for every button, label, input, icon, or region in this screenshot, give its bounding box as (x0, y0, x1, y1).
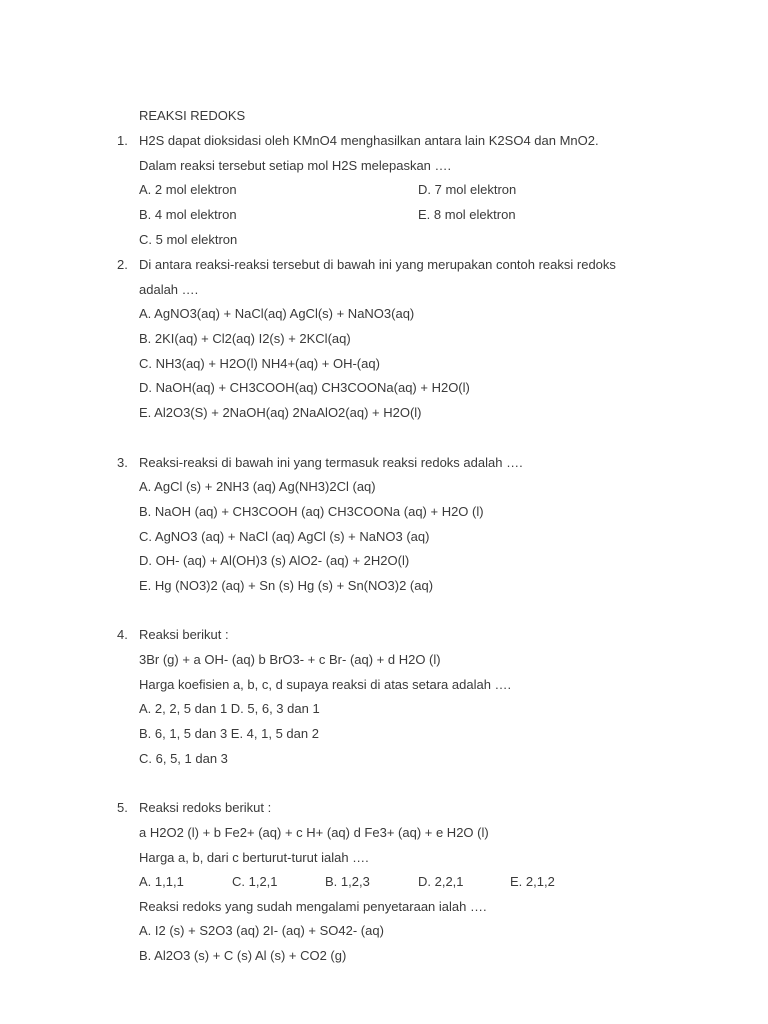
question-4-text-line-2: 3Br (g) + a OH- (aq) b BrO3- + c Br- (aq) + d H2O (l) (139, 652, 441, 667)
question-4-text-line-1: Reaksi berikut : (139, 627, 229, 642)
question-1-number: 1. (117, 133, 128, 148)
question-3-option-c: C. AgNO3 (aq) + NaCl (aq) AgCl (s) + NaNO3 (aq) (139, 529, 430, 544)
question-5-followup-option-a: A. I2 (s) + S2O3 (aq) 2I- (aq) + SO42- (aq) (139, 923, 384, 938)
document-title: REAKSI REDOKS (139, 108, 246, 123)
question-3-option-b: B. NaOH (aq) + CH3COOH (aq) CH3COONa (aq) + H2O (l) (139, 504, 484, 519)
question-2-option-d: D. NaOH(aq) + CH3COOH(aq) CH3COONa(aq) + H2O(l) (139, 380, 470, 395)
question-2-option-a: A. AgNO3(aq) + NaCl(aq) AgCl(s) + NaNO3(aq) (139, 306, 415, 321)
question-1-option-c: C. 5 mol elektron (139, 232, 238, 247)
question-1-option-a: A. 2 mol elektron (139, 182, 237, 197)
question-5-followup-line: Reaksi redoks yang sudah mengalami penyetaraan ialah …. (139, 899, 487, 914)
question-3-option-a: A. AgCl (s) + 2NH3 (aq) Ag(NH3)2Cl (aq) (139, 479, 376, 494)
question-5-number: 5. (117, 800, 128, 815)
question-1-text-line-2: Dalam reaksi tersebut setiap mol H2S melepaskan …. (139, 158, 452, 173)
question-1-text-line-1: H2S dapat dioksidasi oleh KMnO4 menghasilkan antara lain K2SO4 dan MnO2. (139, 133, 599, 148)
question-5-option-b: B. 1,2,3 (325, 874, 370, 889)
question-4-option-row-3: C. 6, 5, 1 dan 3 (139, 751, 228, 766)
question-2-option-c: C. NH3(aq) + H2O(l) NH4+(aq) + OH-(aq) (139, 356, 380, 371)
question-1-option-e: E. 8 mol elektron (418, 207, 516, 222)
question-4-number: 4. (117, 627, 128, 642)
question-4-option-row-1: A. 2, 2, 5 dan 1 D. 5, 6, 3 dan 1 (139, 701, 320, 716)
question-5-option-a: A. 1,1,1 (139, 874, 184, 889)
question-2-number: 2. (117, 257, 128, 272)
question-5-option-d: D. 2,2,1 (418, 874, 464, 889)
question-5-option-e: E. 2,1,2 (510, 874, 555, 889)
question-5-text-line-2: a H2O2 (l) + b Fe2+ (aq) + c H+ (aq) d Fe3+ (aq) + e H2O (l) (139, 825, 489, 840)
question-2-option-b: B. 2KI(aq) + Cl2(aq) I2(s) + 2KCl(aq) (139, 331, 351, 346)
question-2-text-line-1: Di antara reaksi-reaksi tersebut di bawah ini yang merupakan contoh reaksi redoks (139, 257, 616, 272)
question-3-option-e: E. Hg (NO3)2 (aq) + Sn (s) Hg (s) + Sn(NO3)2 (aq) (139, 578, 434, 593)
question-4-text-line-3: Harga koefisien a, b, c, d supaya reaksi di atas setara adalah …. (139, 677, 512, 692)
question-4-option-row-2: B. 6, 1, 5 dan 3 E. 4, 1, 5 dan 2 (139, 726, 319, 741)
question-2-option-e: E. Al2O3(S) + 2NaOH(aq) 2NaAlO2(aq) + H2O(l) (139, 405, 422, 420)
question-2-text-line-2: adalah …. (139, 282, 199, 297)
question-3-text-line-1: Reaksi-reaksi di bawah ini yang termasuk reaksi redoks adalah …. (139, 455, 523, 470)
question-1-option-b: B. 4 mol elektron (139, 207, 237, 222)
question-5-followup-option-b: B. Al2O3 (s) + C (s) Al (s) + CO2 (g) (139, 948, 347, 963)
question-3-number: 3. (117, 455, 128, 470)
question-5-text-line-1: Reaksi redoks berikut : (139, 800, 272, 815)
question-3-option-d: D. OH- (aq) + Al(OH)3 (s) AlO2- (aq) + 2H2O(l) (139, 553, 410, 568)
question-5-text-line-3: Harga a, b, dari c berturut-turut ialah …. (139, 850, 369, 865)
question-1-option-d: D. 7 mol elektron (418, 182, 517, 197)
question-5-option-c: C. 1,2,1 (232, 874, 278, 889)
